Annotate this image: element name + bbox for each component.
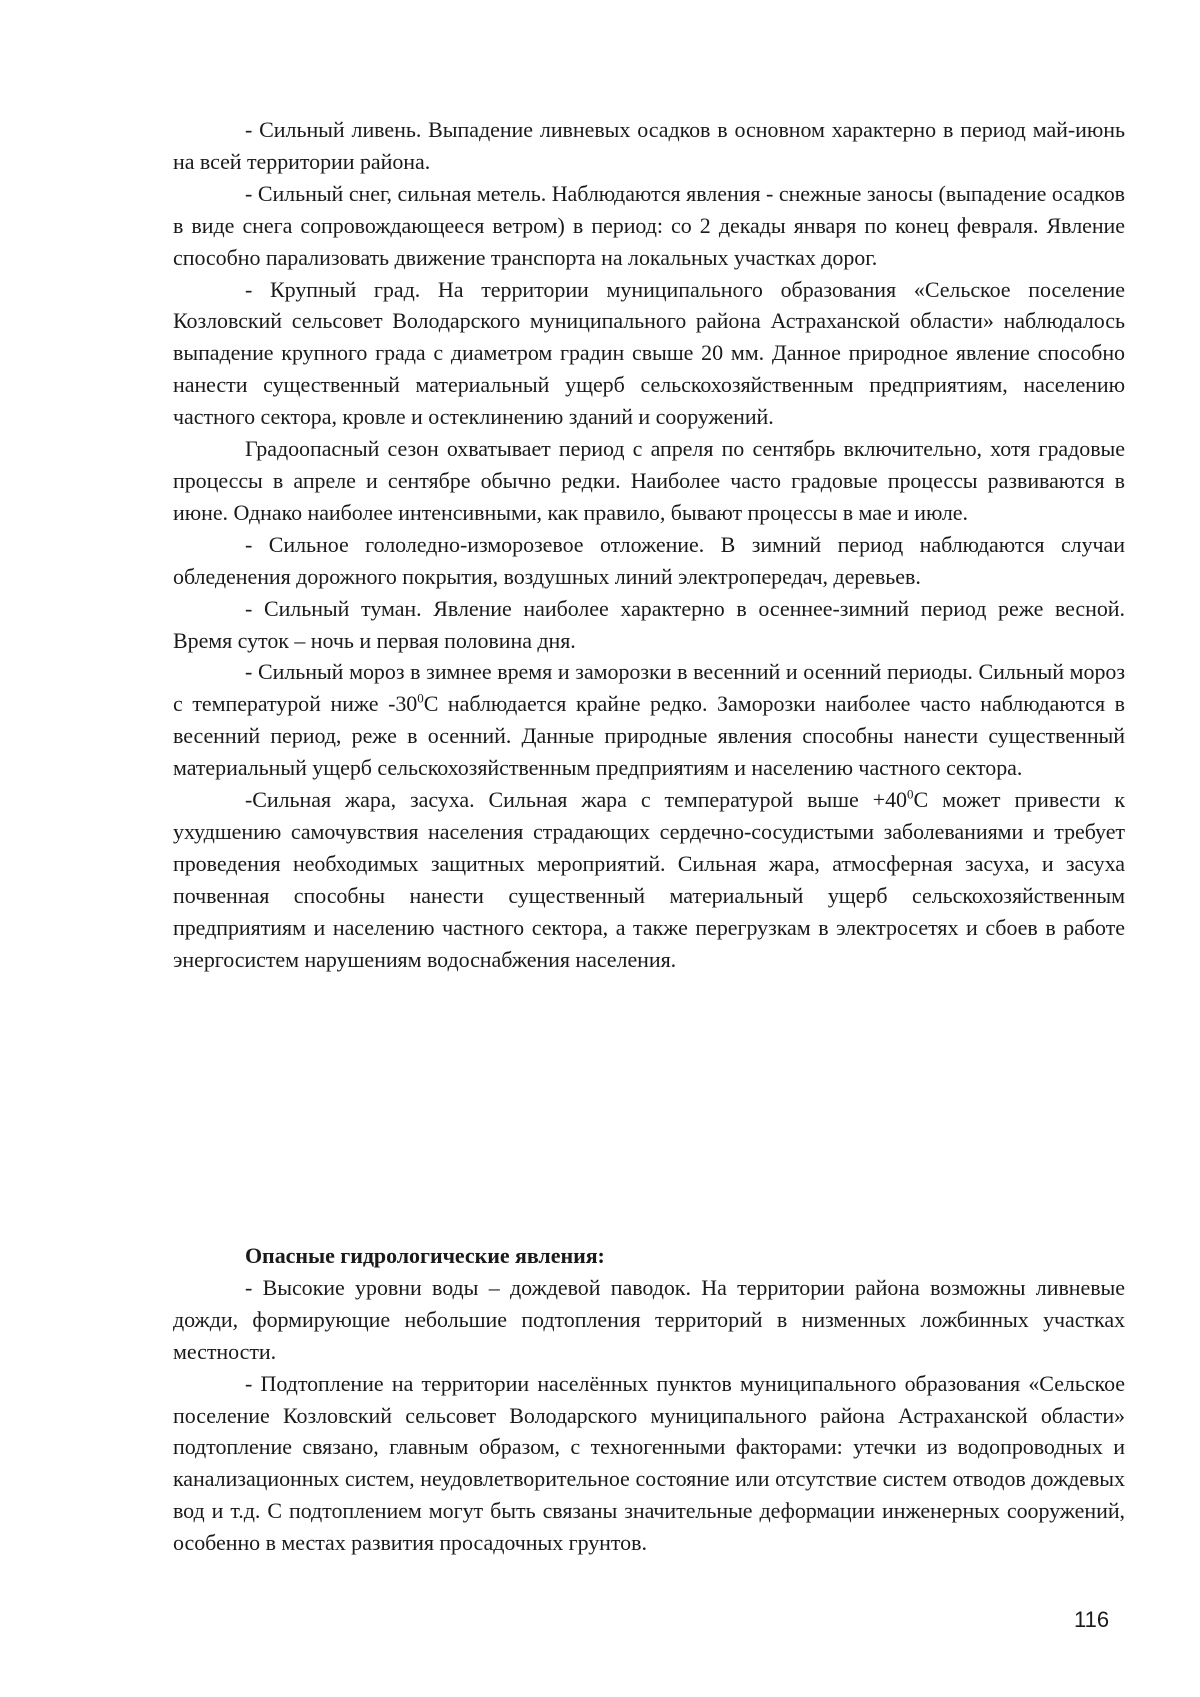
page-number: 116	[1074, 1607, 1110, 1632]
heat-text-part1: -Сильная жара, засуха. Сильная жара с температурой выше +40	[245, 787, 908, 813]
hydrological-hazards-section	[173, 1240, 1125, 1559]
paragraph-hail-season: Градоопасный сезон охватывает период с апреля по сентябрь включительно, хотя градовые процессы в апреле и сентябре обычно редки. Наиболее часто градовые процессы развиваются в июне. Однако наиболее интенсивными, как правило, бывают процессы в мае и июле.	[173, 436, 1125, 525]
paragraph-rain-flood: - Высокие уровни воды – дождевой паводок. На территории района возможны ливневые дожди, формирующие небольшие подтопления территорий в низменных ложбинных участках местности.	[173, 1274, 1125, 1364]
paragraph-ice-deposit: - Сильное гололедно-изморозевое отложение. В зимний период наблюдаются случаи обледенения дорожного покрытия, воздушных линий электропередач, деревьев.	[173, 531, 1125, 589]
section-heading: Опасные гидрологические явления:	[245, 1243, 605, 1268]
paragraph-snow-blizzard: - Сильный снег, сильная метель. Наблюдаются явления - снежные заносы (выпадение осадков в виде снега сопровождающееся ветром) в период: со 2 декады января по конец февраля. Явление способно парализовать движение транспорта на локальных участках дорог.	[173, 180, 1125, 270]
paragraph-large-hail: - Крупный град. На территории муниципального образования «Сельское поселение Козловский сельсовет Володарского муниципального района Астраханской области» наблюдалось выпадение крупного града с диаметром градин свыше 20 мм. Данное природное явление способно нанести существенный материальный ущерб сельскохозяйственным предприятиям, населению частного сектора, кровле и остеклинению зданий и сооружений.	[173, 276, 1125, 430]
frost-text-part2: С наблюдается крайне редко. Заморозки наиболее часто наблюдаются в весенний период, реже в осенний. Данные природные явления способны нанести существенный материальный ущерб сельскохозяйственным предприятиям и населению частного сектора.	[173, 691, 1125, 781]
paragraph-heavy-rain: - Сильный ливень. Выпадение ливневых осадков в основном характерно в период май-июнь на всей территории района.	[173, 117, 1125, 174]
frost-text-part1: - Сильный мороз в зимнее время и заморозки в весенний и осенний периоды. Сильный мороз с температурой ниже -30	[173, 659, 1125, 717]
degree-superscript: 0	[417, 690, 424, 706]
degree-superscript: 0	[907, 786, 914, 802]
paragraph-waterlogging: - Подтопление на территории населённых пунктов муниципального образования «Сельское поселение Козловский сельсовет Володарского муниципального района Астраханской области» подтопление связано, главным образом, с техногенными факторами: утечки из водопроводных и канализационных систем, неудовлетворительное состояние или отсутствие систем отводов дождевых вод и т.д. С подтоплением могут быть связаны значительные деформации инженерных сооружений, особенно в местах развития просадочных грунтов.	[173, 1370, 1125, 1556]
natural-hazards-section	[173, 114, 1125, 975]
paragraph-frost	[173, 656, 1125, 784]
paragraph-heat-drought	[173, 784, 1125, 975]
heat-text-part2: С может привести к ухудшению самочувствия населения страдающих сердечно-сосудистыми заболеваниями и требует проведения необходимых защитных мероприятий. Сильная жара, атмосферная засуха, и засуха почвенная способны нанести существенный материальный ущерб сельскохозяйственным предприятиям и населению частного сектора, а также перегрузкам в электросетях и сбоев в работе энергосистем нарушениям водоснабжения населения.	[173, 787, 1125, 972]
paragraph-fog: - Сильный туман. Явление наиболее характерно в осеннее-зимний период реже весной. Время суток – ночь и первая половина дня.	[173, 595, 1125, 653]
